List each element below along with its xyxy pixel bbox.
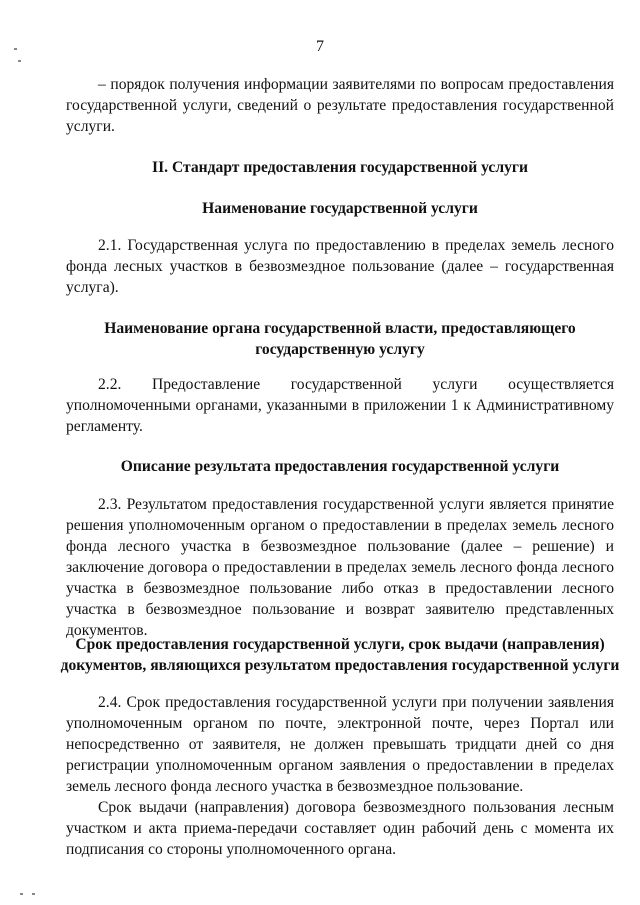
section-heading: II. Стандарт предоставления государственной услуги [152, 159, 528, 176]
bullet-item: – порядок получения информации заявителями по вопросам предоставления государственной услуги, сведений о результате предоставления государственной услуги. [66, 76, 614, 135]
scan-speck [20, 893, 23, 895]
scan-speck [14, 48, 17, 50]
subsection-heading-2-3: Описание результата предоставления государственной услуги [120, 458, 560, 475]
subsection-heading-2-1: Наименование государственной услуги [202, 200, 478, 217]
subsection-heading-2-2 [60, 318, 620, 360]
subsection-heading-2-4 [60, 634, 620, 676]
heading-line: Наименование органа государственной власти, предоставляющего [104, 320, 576, 337]
paragraph-2-4: 2.4. Срок предоставления государственной услуги при получении заявления уполномоченным органом по почте, электронной почте, через Портал или непосредственно от заявителя, не должен превышать тридцати дней со дня регистрации уполномоченным органом заявления о предоставлении в пределах земель лесного фонда лесного участка в безвозмездное пользование. [66, 694, 614, 795]
page-number: 7 [316, 38, 324, 55]
paragraph-2-1: 2.1. Государственная услуга по предоставлению в пределах земель лесного фонда лесных участков в безвозмездное пользование (далее – государственная услуга). [66, 237, 614, 296]
paragraph-2-3: 2.3. Результатом предоставления государственной услуги является принятие решения уполномоченным органом о предоставлении в пределах земель лесного фонда лесного участка в безвозмездное пользование (далее – решение) и заключение договора о предоставлении в пределах земель лесного фонда лесного участка в безвозмездное пользование либо отказ в предоставлении лесного участка в безвозмездное пользование и возврат заявителю представленных документов. [66, 496, 614, 639]
paragraph-2-2: 2.2. Предоставление государственной услуги осуществляется уполномоченными органами, указанными в приложении 1 к Административному регламенту. [66, 376, 614, 435]
heading-line: документов, являющихся результатом предоставления государственной услуги [60, 657, 620, 674]
scan-speck [32, 893, 35, 895]
scan-speck [18, 60, 21, 62]
heading-line: Срок предоставления государственной услуги, срок выдачи (направления) [75, 636, 605, 653]
paragraph-2-4-term: Срок выдачи (направления) договора безвозмездного пользования лесным участком и акта приема-передачи составляет один рабочий день с момента их подписания со стороны уполномоченного органа. [66, 799, 614, 858]
heading-line: государственную услугу [255, 341, 425, 358]
